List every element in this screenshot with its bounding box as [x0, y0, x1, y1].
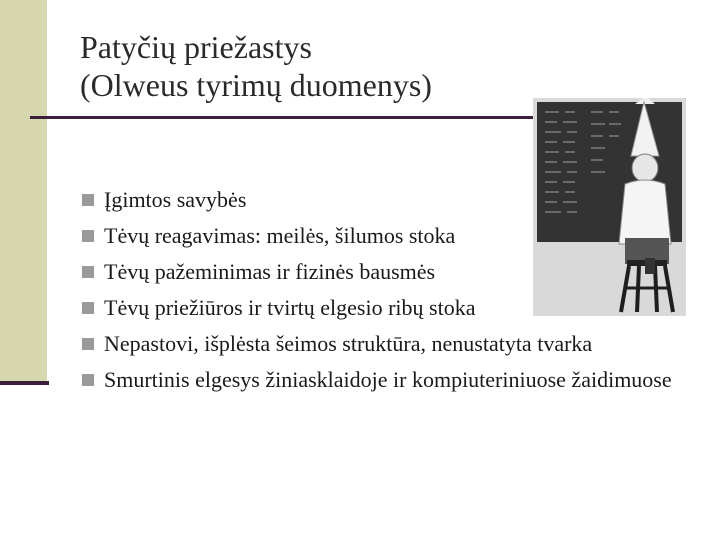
bullet-square-icon: [82, 230, 94, 242]
bullet-text: Įgimtos savybės: [104, 187, 247, 212]
bullet-item: [80, 296, 680, 320]
slide-title: [80, 28, 640, 104]
bullet-text: Tėvų priežiūros ir tvirtų elgesio ribų stoka: [104, 295, 476, 320]
sidebar-accent-line: [0, 381, 49, 385]
bullet-item: [80, 224, 680, 248]
bullet-text: Tėvų reagavimas: meilės, šilumos stoka: [104, 223, 456, 248]
bullet-item: [80, 368, 680, 392]
bullet-text: Smurtinis elgesys žiniasklaidoje ir kompiuteriniuose žaidimuose: [104, 367, 672, 392]
bullet-item: [80, 332, 680, 356]
bullet-list: [80, 188, 680, 404]
bullet-item: [80, 188, 680, 212]
boy-head: [632, 154, 658, 182]
title-underline: [30, 116, 550, 119]
title-line-2: (Olweus tyrimų duomenys): [80, 67, 432, 103]
bullet-text: Tėvų pažeminimas ir fizinės bausmės: [104, 259, 436, 284]
bullet-square-icon: [82, 338, 94, 350]
bullet-square-icon: [82, 374, 94, 386]
bullet-square-icon: [82, 302, 94, 314]
decorative-sidebar: [0, 0, 47, 381]
bullet-square-icon: [82, 194, 94, 206]
bullet-text: Nepastovi, išplėsta šeimos struktūra, nenustatyta tvarka: [104, 331, 593, 356]
bullet-item: [80, 260, 680, 284]
bullet-square-icon: [82, 266, 94, 278]
title-line-1: Patyčių priežastys: [80, 29, 312, 65]
